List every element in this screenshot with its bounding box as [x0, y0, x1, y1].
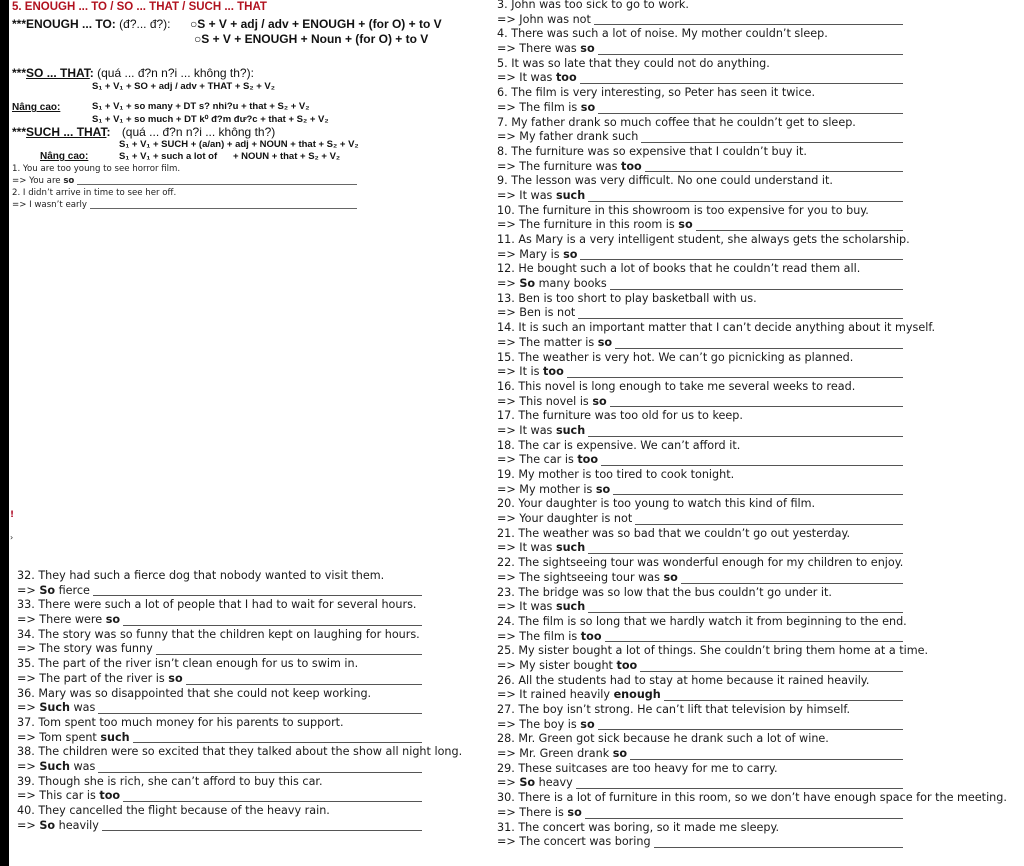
exercise-answer-line [497, 13, 903, 28]
exercise-question: 20. Your daughter is too young to watch this kind of film. [497, 497, 816, 511]
exercise-answer-line [497, 160, 903, 175]
exercise-answer-line [497, 277, 903, 292]
exercise-answer-line [497, 71, 903, 86]
answer-keyword: such [100, 730, 130, 744]
answer-prompt: => It was [497, 71, 556, 85]
answer-blank[interactable] [598, 43, 903, 55]
formula-enough-noun: ○S + V + ENOUGH + Noun + (for O) + to V [194, 32, 429, 46]
answer-keyword: Such [39, 701, 70, 715]
exercise-question: 25. My sister bought a lot of things. She couldn’t bring them home at a time. [497, 644, 929, 658]
answer-prompt: => Mr. Green drank [497, 747, 613, 761]
exercise-answer-line [497, 218, 903, 233]
answer-prompt: => It rained heavily [497, 688, 614, 702]
answer-prompt: => It was [497, 423, 556, 437]
exercise-answer-line [497, 688, 903, 703]
answer-keyword: so [63, 176, 75, 186]
answer-prompt: => The film is [497, 100, 581, 114]
formula-enough-adj: ○S + V + adj / adv + ENOUGH + (for O) + to V [190, 17, 442, 31]
exercise-answer-line [12, 175, 357, 187]
answer-keyword: so [580, 42, 595, 56]
exercise-answer-line [17, 760, 422, 775]
exercise-question: 2. I didn’t arrive in time to see her off. [12, 188, 177, 198]
exercise-answer-line [17, 642, 422, 657]
answer-keyword: so [580, 100, 596, 114]
answer-prompt: => It was [497, 188, 556, 202]
exercise-question: 12. He bought such a lot of books that he couldn’t read them all. [497, 262, 861, 276]
exercise-answer-line [497, 130, 903, 145]
rule-prefix: *** [12, 125, 27, 139]
answer-blank[interactable] [598, 718, 903, 730]
exercise-question: 27. The boy isn’t strong. He can’t lift that television by himself. [497, 703, 850, 716]
answer-keyword: too [616, 658, 638, 672]
answer-keyword: too [543, 365, 564, 379]
exercise-answer-line [17, 731, 422, 746]
exercise-answer-line [497, 453, 903, 468]
theory-section [12, 0, 492, 164]
answer-keyword: too [555, 71, 577, 85]
exercise-question: 24. The film is so long that we hardly watch it from beginning to the end. [497, 614, 907, 628]
exercise-answer-line [497, 659, 903, 674]
answer-prompt-tail: heavy [535, 776, 573, 790]
answer-prompt: => The sightseeing tour was [497, 570, 664, 584]
exercise-answer-line [497, 336, 903, 351]
exercise-answer-line [497, 42, 903, 57]
scan-edge [0, 0, 9, 866]
answer-prompt: => The film is [497, 629, 581, 643]
exercise-question: 37. Tom spent too much money for his parents to support. [17, 715, 344, 729]
exercise-list-left [17, 569, 463, 833]
formula-such-that: S₁ + V₁ + SUCH + (a/an) + adj + NOUN + that + S₂ + V₂ [119, 139, 359, 150]
answer-prompt: => It was [497, 541, 556, 555]
answer-blank[interactable] [610, 278, 903, 290]
exercise-answer-line [497, 306, 903, 321]
answer-keyword: so [595, 482, 611, 496]
exercise-answer-line [497, 718, 903, 733]
answer-keyword: so [612, 747, 628, 761]
answer-blank[interactable] [654, 836, 903, 848]
rule-such-that [12, 124, 492, 164]
unit-title: 5. ENOUGH ... TO / SO ... THAT / SUCH ... THAT [12, 1, 267, 13]
answer-blank[interactable] [598, 102, 903, 114]
answer-blank[interactable] [588, 425, 903, 437]
answer-prompt: => The furniture in this room is [497, 218, 679, 232]
exercise-question: 21. The weather was so bad that we couldn’t go out yesterday. [497, 526, 851, 540]
answer-blank[interactable] [578, 307, 903, 319]
exercise-answer-line [17, 701, 422, 716]
answer-blank[interactable] [630, 748, 903, 760]
answer-keyword: so [105, 613, 121, 627]
answer-prompt: => [17, 759, 40, 773]
exercise-question: 11. As Mary is a very intelligent student, she always gets the scholarship. [497, 233, 910, 246]
answer-blank[interactable] [664, 689, 903, 701]
answer-prompt: => The furniture was [497, 159, 621, 173]
answer-prompt: => This car is [17, 789, 100, 803]
answer-prompt: => There was [497, 42, 581, 56]
exercise-answer-line [17, 672, 422, 687]
answer-blank[interactable] [594, 13, 903, 25]
answer-blank[interactable] [133, 731, 422, 743]
answer-prompt: => The boy is [497, 717, 581, 731]
answer-prompt: => The part of the river is [17, 671, 169, 685]
answer-keyword: so [563, 247, 578, 261]
rule-meaning: (quá ... đ?n n?i ... không th?): [97, 66, 254, 80]
exercise-answer-line [17, 584, 422, 599]
answer-keyword: So [519, 776, 536, 790]
answer-blank[interactable] [585, 807, 903, 819]
answer-keyword: such [555, 188, 586, 202]
exercise-question: 33. There were such a lot of people that I had to wait for several hours. [17, 598, 417, 612]
exercise-question: 7. My father drank so much coffee that he couldn’t get to sleep. [497, 115, 856, 129]
answer-keyword: too [99, 789, 121, 803]
rule-heading: SUCH ... THAT [26, 125, 107, 139]
answer-blank[interactable] [576, 777, 903, 789]
rule-meaning: (quá ... đ?n n?i ... không th?) [121, 125, 276, 139]
formula-such-a-lot: S₁ + V₁ + such a lot of + NOUN + that + S₂ + V₂ [119, 151, 341, 162]
exercise-question: 39. Though she is rich, she can’t afford to buy this car. [17, 774, 323, 788]
answer-keyword: too [620, 159, 642, 173]
answer-blank[interactable] [98, 761, 422, 773]
answer-blank[interactable] [77, 175, 357, 185]
exercise-answer-line [497, 483, 903, 498]
answer-blank[interactable] [156, 643, 422, 655]
answer-keyword: enough [613, 688, 661, 702]
answer-keyword: So [519, 277, 536, 291]
answer-blank[interactable] [641, 131, 903, 143]
exercise-question: 32. They had such a fierce dog that nobody wanted to visit them. [17, 569, 385, 582]
exercise-answer-line [497, 541, 903, 556]
exercise-answer-line [497, 512, 903, 527]
answer-blank[interactable] [681, 572, 903, 584]
exercise-answer-line [497, 395, 903, 410]
exercise-answer-line [497, 424, 903, 439]
answer-keyword: So [39, 583, 56, 597]
answer-blank[interactable] [601, 454, 903, 466]
answer-keyword: so [663, 570, 678, 584]
exercise-answer-line [497, 630, 903, 645]
answer-prompt: => I wasn’t early [12, 200, 88, 210]
exercise-answer-line [497, 806, 903, 821]
exercise-answer-line [497, 571, 903, 586]
exercise-answer-line [497, 365, 903, 380]
answer-prompt: => Mary is [497, 247, 564, 261]
answer-prompt: => John was not [497, 12, 591, 26]
exercise-question: 26. All the students had to stay at home because it rained heavily. [497, 673, 870, 687]
answer-keyword: so [567, 805, 582, 819]
exercise-question: 28. Mr. Green got sick because he drank such a lot of wine. [497, 732, 829, 746]
answer-prompt: => Tom spent [17, 730, 101, 744]
exercise-question: 40. They cancelled the flight because of the heavy rain. [17, 804, 330, 817]
answer-prompt: => [497, 776, 520, 790]
answer-blank[interactable] [605, 630, 903, 642]
answer-blank[interactable] [98, 702, 422, 714]
exercise-answer-line [497, 101, 903, 116]
answer-blank[interactable] [580, 72, 903, 84]
rule-heading: SO ... THAT [26, 66, 90, 80]
exercise-question: 30. There is a lot of furniture in this room, so we don’t have enough space for the meeting. [497, 791, 1007, 805]
exercise-question: 9. The lesson was very difficult. No one could understand it. [497, 174, 833, 188]
exercise-question: 23. The bridge was so low that the bus couldn’t go under it. [497, 585, 832, 599]
stray-mark-red: ! [10, 510, 15, 520]
exercise-question: 6. The film is very interesting, so Peter has seen it twice. [497, 86, 816, 100]
answer-blank[interactable] [567, 366, 903, 378]
answer-prompt-tail: was [69, 701, 96, 715]
answer-prompt-tail: heavily [55, 818, 99, 832]
exercise-question: 35. The part of the river isn’t clean enough for us to swim in. [17, 657, 359, 671]
formula-so-many: S₁ + V₁ + so many + DT s? nhi?u + that + S₂ + V₂ [92, 101, 310, 112]
exercise-answer-line [12, 199, 357, 211]
exercise-question: 31. The concert was boring, so it made me sleepy. [497, 820, 780, 834]
answer-blank[interactable] [123, 790, 422, 802]
exercise-question: 5. It was so late that they could not do anything. [497, 56, 770, 70]
advanced-label: Nâng cao: [12, 102, 61, 113]
exercise-question: 38. The children were so excited that they talked about the show all night long. [17, 745, 463, 759]
answer-keyword: too [577, 453, 599, 467]
exercise-question: 14. It is such an important matter that I can’t decide anything about it myself. [497, 321, 936, 335]
answer-blank[interactable] [580, 248, 903, 260]
exercise-question: 22. The sightseeing tour was wonderful enough for my children to enjoy. [497, 556, 904, 570]
exercise-question: 18. The car is expensive. We can’t afford it. [497, 438, 741, 452]
answer-blank[interactable] [613, 483, 903, 495]
answer-prompt-tail: fierce [55, 583, 90, 597]
answer-keyword: so [678, 218, 693, 232]
answer-keyword: so [592, 394, 607, 408]
exercise-answer-line [17, 613, 422, 628]
rule-prefix: *** [12, 66, 27, 80]
exercise-question: 10. The furniture in this showroom is too expensive for you to buy. [497, 203, 869, 217]
answer-keyword: such [555, 423, 586, 437]
exercise-answer-line [497, 248, 903, 263]
answer-prompt: => [17, 818, 40, 832]
answer-keyword: too [580, 629, 602, 643]
formula-so-that: S₁ + V₁ + SO + adj / adv + THAT + S₂ + V₂ [92, 81, 275, 92]
exercise-question: 36. Mary was so disappointed that she could not keep working. [17, 686, 372, 700]
answer-prompt-tail: was [69, 759, 96, 773]
answer-prompt: => You are [12, 176, 64, 186]
answer-prompt: => The matter is [497, 335, 598, 349]
exercise-question: 3. John was too sick to go to work. [497, 0, 689, 11]
rule-heading: ENOUGH ... TO: [26, 17, 116, 31]
answer-blank[interactable] [615, 337, 903, 349]
answer-prompt: => It is [497, 365, 544, 379]
answer-blank[interactable] [610, 395, 903, 407]
answer-keyword: so [168, 671, 183, 685]
answer-blank[interactable] [588, 601, 903, 613]
answer-prompt: => My father drank such [497, 130, 639, 144]
answer-blank[interactable] [640, 660, 903, 672]
rule-enough [12, 14, 492, 46]
answer-blank[interactable] [93, 584, 422, 596]
answer-blank[interactable] [635, 513, 903, 525]
answer-prompt: => There is [497, 805, 568, 819]
exercise-question: 1. You are too young to see horror film. [12, 164, 181, 174]
answer-prompt: => The concert was boring [497, 835, 651, 849]
answer-prompt: => My mother is [497, 482, 596, 496]
advanced-label: Nâng cao: [40, 151, 89, 162]
answer-blank[interactable] [123, 614, 422, 626]
rule-colon: : [106, 125, 111, 139]
exercise-question: 4. There was such a lot of noise. My mother couldn’t sleep. [497, 27, 828, 41]
answer-blank[interactable] [588, 542, 903, 554]
stray-mark: › [10, 533, 14, 542]
answer-keyword: so [580, 717, 595, 731]
rule-so-that [12, 67, 492, 127]
exercise-question: 17. The furniture was too old for us to keep. [497, 409, 743, 423]
answer-prompt: => [497, 277, 520, 291]
formula-so-much: S₁ + V₁ + so much + DT k⁰ đ?m đư?c + that + S₂ + V₂ [92, 114, 329, 125]
answer-prompt: => My sister bought [497, 658, 617, 672]
answer-blank[interactable] [90, 199, 357, 209]
answer-keyword: Such [39, 759, 70, 773]
answer-keyword: such [555, 541, 586, 555]
exercise-question: 16. This novel is long enough to take me several weeks to read. [497, 379, 856, 393]
answer-blank[interactable] [645, 160, 903, 172]
answer-prompt: => Your daughter is not [497, 512, 633, 526]
exercise-answer-line [497, 776, 903, 791]
answer-blank[interactable] [102, 819, 422, 831]
exercise-question: 19. My mother is too tired to cook tonight. [497, 468, 735, 481]
exercise-answer-line [497, 189, 903, 204]
answer-prompt: => The story was funny [17, 642, 153, 656]
answer-keyword: such [555, 600, 586, 614]
exercise-question: 13. Ben is too short to play basketball with us. [497, 291, 757, 305]
answer-prompt: => [17, 583, 40, 597]
answer-prompt: => Ben is not [497, 306, 576, 320]
answer-prompt: => There were [17, 613, 106, 627]
rule-colon: : [89, 66, 94, 80]
exercise-answer-line [17, 789, 422, 804]
exercise-question: 15. The weather is very hot. We can’t go picnicking as planned. [497, 350, 854, 364]
exercise-question: 29. These suitcases are too heavy for me to carry. [497, 761, 778, 775]
exercise-answer-line [497, 600, 903, 615]
answer-prompt: => The car is [497, 453, 578, 467]
answer-prompt: => [17, 701, 40, 715]
answer-blank[interactable] [186, 673, 422, 685]
rule-meaning: (đ?... đ?): [119, 17, 171, 31]
rule-prefix: *** [12, 17, 27, 31]
answer-keyword: so [597, 335, 613, 349]
answer-blank[interactable] [696, 219, 903, 231]
exercise-list-small [12, 163, 357, 211]
answer-blank[interactable] [588, 190, 903, 202]
answer-prompt: => It was [497, 600, 556, 614]
answer-prompt: => This novel is [497, 394, 593, 408]
exercise-answer-line [497, 835, 903, 850]
exercise-question: 34. The story was so funny that the children kept on laughing for hours. [17, 627, 420, 641]
exercise-answer-line [17, 819, 422, 834]
answer-prompt-tail: many books [535, 277, 607, 291]
exercise-answer-line [497, 747, 903, 762]
answer-keyword: So [39, 818, 56, 832]
exercise-list-right [497, 0, 1007, 850]
exercise-question: 8. The furniture was so expensive that I couldn’t buy it. [497, 144, 807, 158]
